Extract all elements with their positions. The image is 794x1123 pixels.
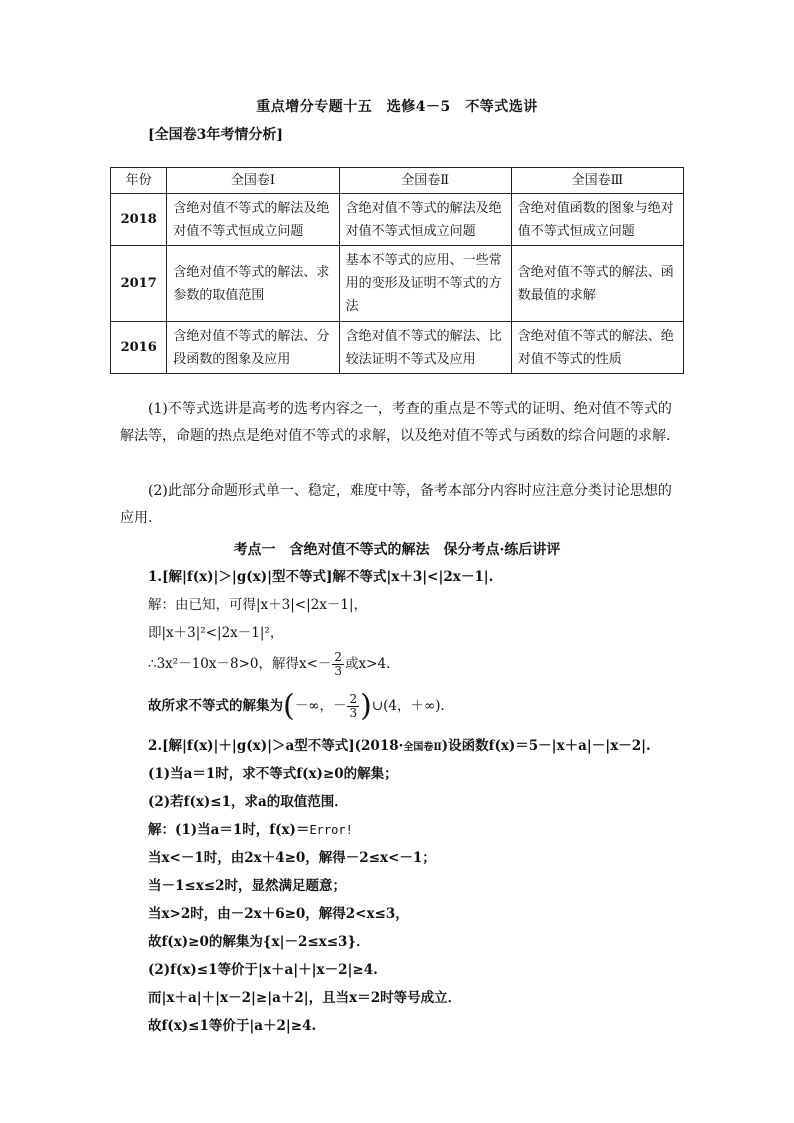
step-text: ∪(4，＋∞)． (371, 698, 455, 714)
source-tag: 全国卷Ⅱ (403, 742, 442, 753)
table-row (111, 246, 684, 322)
fraction (332, 651, 344, 678)
stem-text: )设函数f(x)＝5－|x＋a|－|x－2|. (441, 738, 651, 754)
step-text: ∴3x²－10x－8>0，解得x<－ (148, 656, 332, 672)
problem-1-stem: 1.[解|f(x)|＞|g(x)|型不等式]解不等式|x＋3|<|2x－1|. (148, 569, 494, 585)
step-text: 解：(1)当a＝1时，f(x)＝ (148, 822, 310, 838)
step-text: 故所求不等式的解集为 (148, 698, 283, 714)
problem-2-step (148, 818, 353, 838)
table-header-year: 年份 (111, 168, 167, 194)
problem-1-step (148, 651, 390, 678)
fraction (347, 693, 359, 720)
problem-2-step: 故f(x)≤1等价于|a＋2|≥4. (148, 1018, 317, 1034)
stem-text: 2.[解|f(x)|＋|g(x)|＞a型不等式](2018· (148, 738, 404, 754)
paragraph-analysis-1 (120, 396, 680, 450)
table-cell-year: 2018 (111, 194, 167, 246)
problem-2-step: 当x<－1时，由2x＋4≥0，解得－2≤x<－1； (148, 850, 436, 866)
fraction-numerator: 2 (334, 650, 343, 664)
exam-analysis-subtitle: [全国卷3年考情分析] (148, 127, 283, 143)
table-cell: 含绝对值不等式的解法及绝对值不等式恒成立问题 (167, 194, 339, 246)
fraction-denominator: 3 (334, 664, 343, 678)
problem-2-question-2: (2)若f(x)≤1，求a的取值范围． (148, 794, 348, 810)
table-cell: 含绝对值不等式的解法、比较法证明不等式及应用 (339, 322, 511, 374)
table-cell: 含绝对值不等式的解法、函数最值的求解 (511, 246, 683, 322)
step-text: －∞，－ (294, 698, 347, 714)
table-cell: 含绝对值不等式的解法、绝对值不等式的性质 (511, 322, 683, 374)
paragraph-analysis-2 (120, 478, 680, 532)
table-row (111, 194, 684, 246)
table-cell: 含绝对值函数的图象与绝对值不等式恒成立问题 (511, 194, 683, 246)
problem-2-step: 故f(x)≥0的解集为{x|－2≤x≤3}． (148, 934, 370, 950)
paragraph-text: (1)不等式选讲是高考的选考内容之一，考查的重点是不等式的证明、绝对值不等式的解法等，命题的热点是绝对值不等式的求解，以及绝对值不等式与函数的综合问题的求解． (120, 401, 680, 444)
table-header-paper3: 全国卷Ⅲ (511, 168, 683, 194)
page-title: 重点增分专题十五 选修4－5 不等式选讲 (256, 99, 538, 115)
problem-2-step: 当x>2时，由－2x＋6≥0，解得2<x≤3， (148, 906, 409, 922)
step-text: 或x>4. (345, 656, 391, 672)
left-paren: ( (283, 688, 295, 724)
table-cell-year: 2017 (111, 246, 167, 322)
problem-2-step: 当－1≤x≤2时，显然满足题意； (148, 878, 346, 894)
table-cell: 含绝对值不等式的解法、分段函数的图象及应用 (167, 322, 339, 374)
table-cell-year: 2016 (111, 322, 167, 374)
table-header-paper2: 全国卷Ⅱ (339, 168, 511, 194)
problem-2-question-1: (1)当a＝1时，求不等式f(x)≥0的解集； (148, 766, 398, 782)
problem-2-step: 而|x＋a|＋|x－2|≥|a＋2|，且当x＝2时等号成立． (148, 990, 462, 1006)
problem-1-answer (148, 688, 455, 724)
section-heading: 考点一 含绝对值不等式的解法 保分考点·练后讲评 (233, 542, 561, 558)
fraction-numerator: 2 (349, 692, 358, 706)
table-row (111, 322, 684, 374)
table-cell: 基本不等式的应用、一些常用的变形及证明不等式的方法 (339, 246, 511, 322)
problem-2-step: (2)f(x)≤1等价于|x＋a|＋|x－2|≥4. (148, 962, 378, 978)
table-header-paper1: 全国卷Ⅰ (167, 168, 339, 194)
problem-1-step: 解：由已知，可得|x＋3|<|2x－1|， (148, 597, 367, 613)
error-placeholder: Error! (309, 823, 353, 837)
problem-2-stem (148, 734, 651, 754)
right-paren: ) (360, 688, 372, 724)
fraction-denominator: 3 (349, 706, 358, 720)
table-header-row (111, 168, 684, 194)
problem-1-step: 即|x＋3|²<|2x－1|²， (148, 625, 284, 641)
paragraph-text: (2)此部分命题形式单一、稳定，难度中等，备考本部分内容时应注意分类讨论思想的应用． (120, 483, 672, 526)
table-cell: 含绝对值不等式的解法、求参数的取值范围 (167, 246, 339, 322)
exam-analysis-table (110, 167, 684, 374)
table-cell: 含绝对值不等式的解法及绝对值不等式恒成立问题 (339, 194, 511, 246)
